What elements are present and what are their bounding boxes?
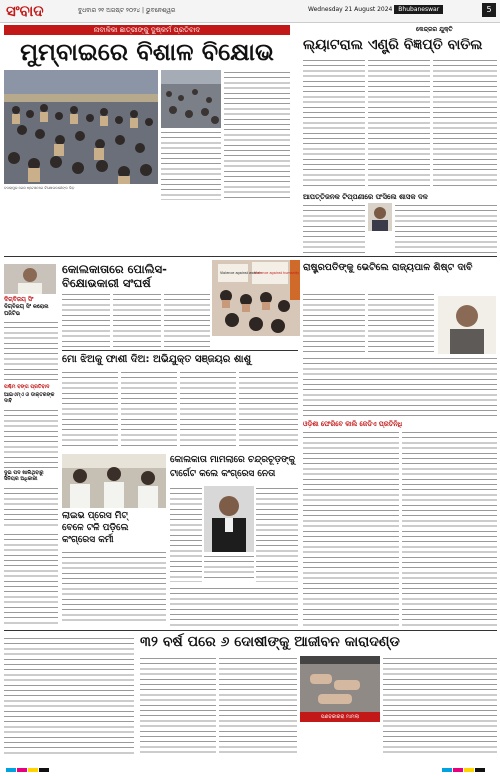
right-mid-body-1: [303, 292, 365, 352]
right-top-body-5: [395, 203, 497, 253]
person-name: ଦିଗ୍ବିଜୟ ସିଂ: [4, 296, 34, 303]
railway-station-photo: [161, 70, 221, 128]
congress-body-4: [170, 586, 298, 626]
section-divider: [4, 256, 497, 257]
protest-sign-1: Violence against women: [220, 271, 262, 275]
left-column-body-4: [4, 532, 58, 626]
kolkata-body-2: [113, 292, 161, 348]
right-mid-headline: ରାଷ୍ଟ୍ରପତିଙ୍କୁ ଭେଟିଲେ ରାଜ୍ୟପାଳ ଶିଷ୍ଟ ଦାବି: [303, 262, 473, 273]
left-section-label: ପଶ୍ଚିମ ବଙ୍ଗ ପ୍ରତିବାଦ: [4, 384, 50, 390]
middle-body-3: [180, 370, 236, 448]
protest-crowd-photo: [4, 70, 158, 184]
top-photo-caption: ବଦଲାପୁର ରେଳ ଷ୍ଟେସନରେ ବିକ୍ଷୋଭକାରୀଙ୍କ ଭିଡ଼: [4, 186, 75, 190]
kolkata-body-1: [62, 292, 110, 348]
press-meet-headline-line2: ବେଳେ ଟଳି ପଡ଼ିଲେ: [62, 523, 129, 533]
bottom-story-headline: ୩୨ ବର୍ଷ ପରେ ୬ ଦୋଷୀଙ୍କୁ ଆଜୀବନ କାରାଦଣ୍ଡ: [140, 634, 400, 650]
congress-headline-line2: ଟାର୍ଗେଟ କଲେ କଂଗ୍ରେସ ନେତା: [170, 469, 276, 479]
kolkata-body-3: [164, 292, 210, 348]
kolkata-headline: କୋଲକାତାରେ ପୋଲିସ-ବିକ୍ଷୋଭକାରୀ ସଂଘର୍ଷ: [62, 262, 167, 290]
bottom-body-4: [383, 656, 497, 754]
middle-body-1: [62, 370, 118, 448]
press-meet-body: [62, 550, 166, 624]
right-top-headline: ଲ୍ୟାଟରାଲ ଏଣ୍ଟ୍ରି ବିଜ୍ଞପ୍ତି ବାତିଲ: [303, 37, 483, 53]
city-label: Bhubaneswar: [394, 5, 443, 14]
newspaper-logo: ସଂବାଦ: [6, 2, 44, 20]
left-side-story-title: ଆଇଏମ୍‌ଏ ଓ ଡାକ୍ତରଙ୍କ ଦାବି: [4, 392, 55, 404]
top-story-body-2: [224, 70, 290, 200]
page-number: 5: [482, 3, 496, 17]
top-story-body-1: [161, 130, 221, 200]
right-top-body-1: [303, 58, 365, 190]
right-mid-body-2: [368, 292, 434, 352]
protest-sign-2: Violence against humanity: [254, 271, 300, 275]
print-color-bar: [6, 757, 50, 776]
right-mid-subhead: ଓଡ଼ିଶା ଫେରିବେ କାଲି ଜେଡିଏ ପ୍ରତିନିଧି: [303, 420, 403, 428]
english-date: Wednesday 21 August 2024: [308, 6, 393, 13]
person-story-title: ଦିଗ୍ବିଜୟ ସିଂ କରୋନା ପଜିଟିଭ: [4, 304, 49, 317]
middle-story-headline: ମୋ ଝିଅକୁ ଫାଶୀ ଦିଅ: ଅଭିଯୁକ୍ତ ସଞ୍ଜୟର ଶାଶୁ: [62, 354, 252, 365]
congress-headline-line1: କୋଲକାତା ମାମଲାରେ ଚନ୍ଦ୍ରଚୂଡ଼ଙ୍କୁ: [170, 455, 296, 465]
bottom-body-2: [140, 656, 216, 754]
middle-divider: [62, 350, 298, 351]
middle-body-2: [121, 370, 177, 448]
top-story-kicker: ନାବାଳିକା ଛାତ୍ରୀଙ୍କୁ ଦୁଷ୍କର୍ମ ପ୍ରତିବାଦ: [4, 25, 290, 35]
english-dateline: [308, 6, 443, 13]
left-column-body-1: [4, 320, 58, 380]
left-column-body-3: [4, 486, 58, 528]
odia-dateline: ବୁଧବାର ୨୧ ଅଗଷ୍ଟ ୨୦୨୪ | ଭୁବନେଶ୍ୱର: [78, 7, 176, 14]
left-bottom-story-title: ଦୁଇ ପଦ ଖାଲିଥିବାରୁ ସିନିୟର ଅଧିକାରୀ: [4, 470, 44, 482]
right-mid-body-5: [402, 430, 497, 626]
press-meet-headline-line3: କଂଗ୍ରେସ କର୍ମୀ: [62, 535, 114, 545]
right-top-body-2: [368, 58, 430, 190]
court-photo-label: ପଣବକାରରା ମାମଲା: [300, 712, 380, 722]
chief-justice-photo: [204, 486, 254, 552]
digvijaya-portrait-photo: [4, 264, 56, 294]
middle-body-4: [239, 370, 298, 448]
right-top-body-4: [303, 203, 365, 253]
right-top-body-3: [433, 58, 497, 190]
congress-body-1: [170, 486, 202, 582]
press-meet-photo: [62, 454, 166, 508]
governor-portrait-photo: [438, 296, 496, 354]
kolkata-protest-photo: [212, 260, 300, 336]
official-portrait-photo: [368, 203, 392, 231]
left-column-body-2: [4, 408, 58, 468]
press-meet-headline-line1: ଲାଇଭ ପ୍ରେସ ମିଟ୍: [62, 511, 128, 521]
right-mid-body-3: [303, 356, 497, 416]
bottom-body-1: [4, 636, 134, 754]
print-color-bar-right: [442, 757, 486, 776]
bottom-divider: [4, 630, 497, 631]
top-story-headline: ମୁମ୍ବାଇରେ ବିଶାଳ ବିକ୍ଷୋଭ: [20, 38, 274, 66]
congress-body-2: [256, 486, 298, 582]
bottom-body-3: [219, 656, 297, 754]
right-top-kicker: କେନ୍ଦ୍ରର ଯୁକ୍ତି: [416, 26, 453, 33]
right-mid-body-4: [303, 430, 399, 626]
right-top-subhead: ଆପତ୍ତିଜନକ ଟିପ୍ପଣୀରେ ଫସିଲେ ଶାସକ ଦଳ: [303, 193, 428, 201]
congress-body-3: [204, 554, 254, 582]
